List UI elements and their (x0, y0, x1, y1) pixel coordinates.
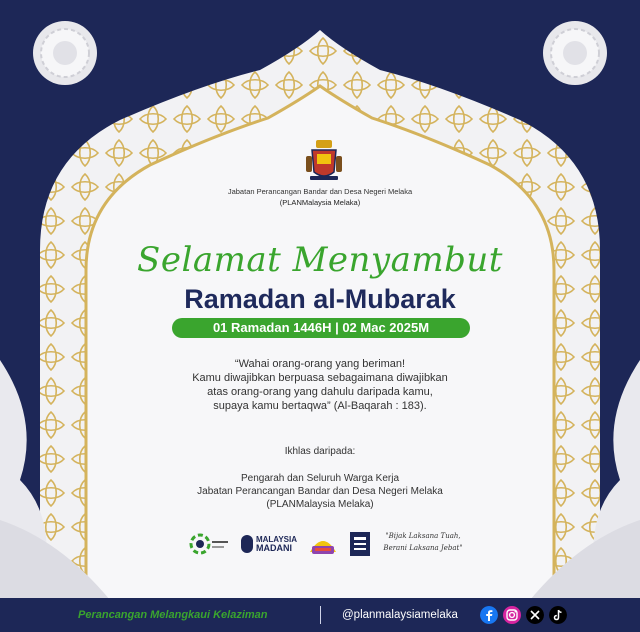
ministry-logo (348, 528, 372, 560)
madani-mark-icon (241, 535, 253, 553)
social-handle[interactable]: @planmalaysiamelaka (342, 609, 458, 621)
quote-line-1: “Wahai orang-orang yang beriman! (234, 358, 406, 370)
agency-line-1: Jabatan Perancangan Bandar dan Desa Negeri Melaka (227, 187, 413, 196)
motto-line-2: Berani Laksana Jebat" (383, 544, 463, 552)
greeting-main-title: Ramadan al-Mubarak (184, 284, 456, 314)
instagram-icon[interactable] (503, 606, 521, 624)
facebook-icon[interactable] (480, 606, 498, 624)
date-badge: 01 Ramadan 1446H | 02 Mac 2025M (172, 318, 470, 338)
madani-line-1: MALAYSIA (255, 535, 298, 544)
footer-divider (320, 606, 321, 624)
planmalaysia-logo (186, 528, 230, 560)
agency-name (150, 186, 490, 208)
greeting-script-title: Selamat Menyambut (137, 240, 503, 280)
quran-quote (150, 357, 490, 413)
right-rosette-ornament (540, 18, 610, 88)
melaka-crest-logo (302, 138, 346, 182)
quote-line-3: atas orang-orang yang dahulu daripada kamu, (207, 386, 433, 398)
x-icon[interactable] (526, 606, 544, 624)
agency-line-2: (PLANMalaysia Melaka) (279, 198, 361, 207)
footer-bar (0, 598, 640, 632)
state-motto (376, 530, 470, 554)
signoff (130, 472, 510, 511)
malaysia-madani-logo (238, 528, 300, 560)
motto-line-1: "Bijak Laksana Tuah, (385, 532, 461, 540)
madani-line-2: MADANI (255, 543, 292, 553)
from-label: Ikhlas daripada: (284, 446, 356, 457)
tiktok-icon[interactable] (549, 606, 567, 624)
signoff-line-1: Pengarah dan Seluruh Warga Kerja (240, 473, 400, 484)
footer-tagline: Perancangan Melangkaui Kelaziman (78, 609, 268, 621)
signoff-line-3: (PLANMalaysia Melaka) (266, 499, 374, 510)
signoff-line-2: Jabatan Perancangan Bandar dan Desa Negeri Melaka (197, 486, 443, 497)
quote-line-2: Kamu diwajibkan berpuasa sebagaimana diwajibkan (192, 372, 448, 384)
quote-line-4: supaya kamu bertaqwa” (Al-Baqarah : 183). (213, 400, 427, 412)
melaka-campaign-logo (306, 528, 340, 560)
left-rosette-ornament (30, 18, 100, 88)
